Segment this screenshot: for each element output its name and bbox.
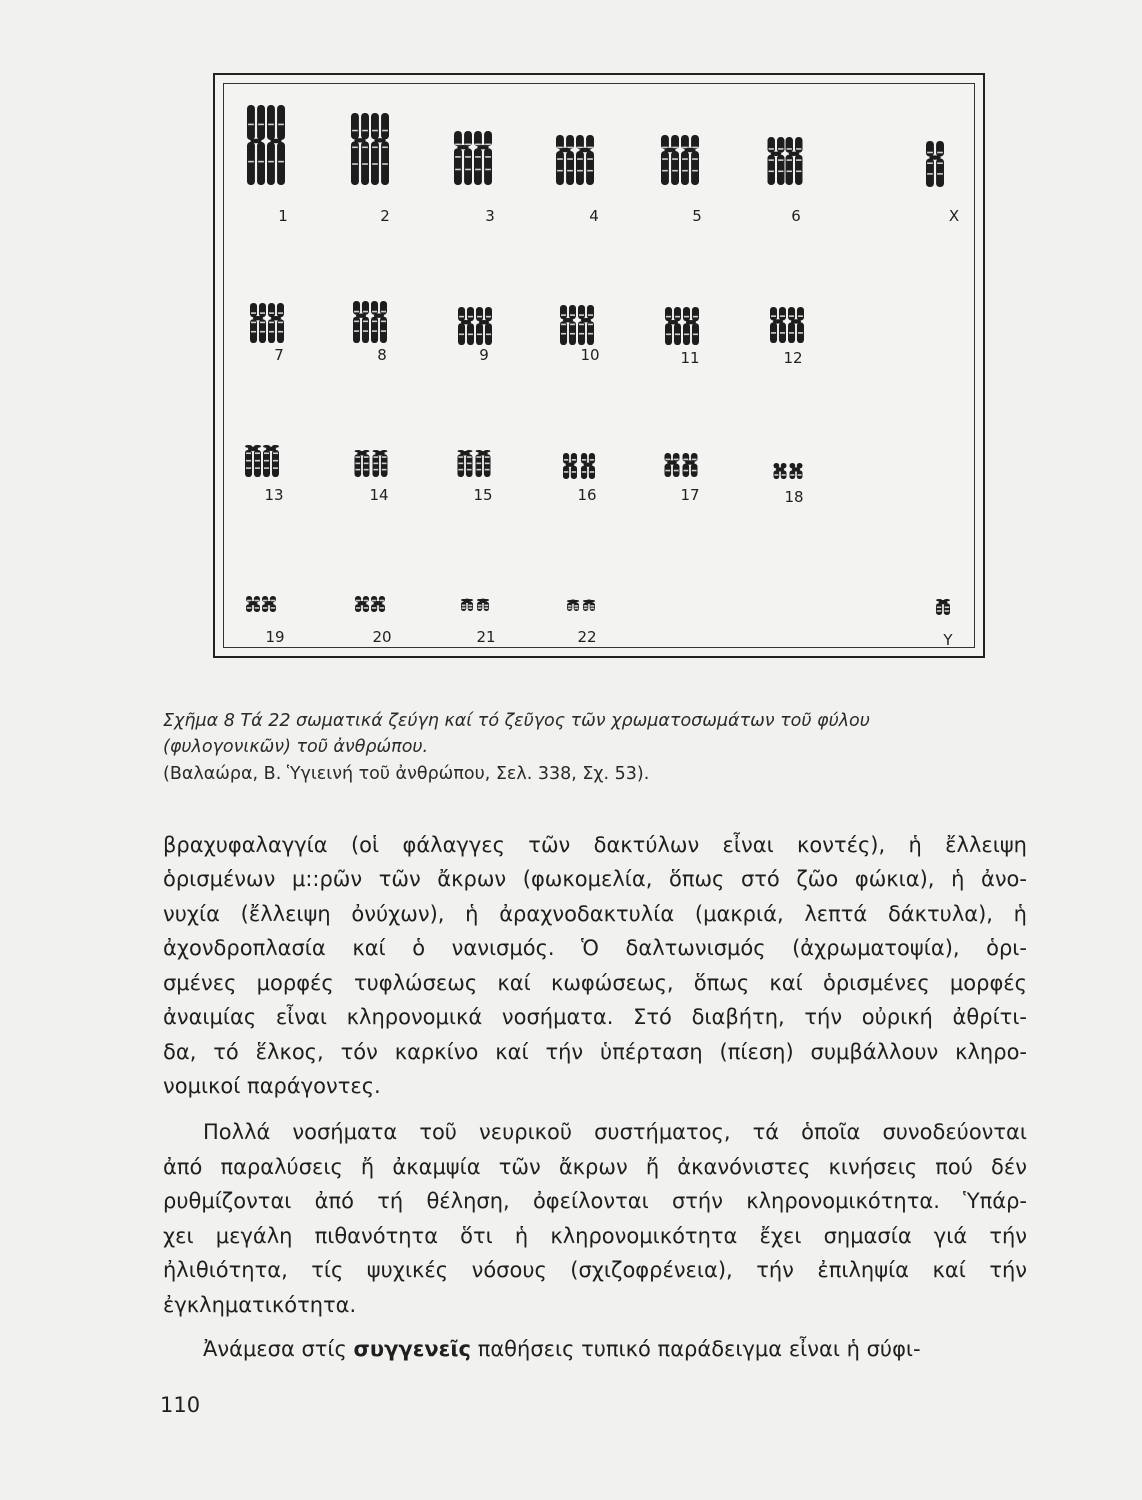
text-line: ἀναιμίας εἶναι κληρονομικά νοσήματα. Στό διαβήτη, τήν οὐρική ἀθρίτι- bbox=[163, 1005, 1027, 1029]
chromosome bbox=[373, 450, 388, 477]
chromosome bbox=[681, 135, 699, 185]
pair-label-17: 17 bbox=[680, 486, 700, 504]
pair-label-7: 7 bbox=[274, 346, 284, 364]
pair-label-5: 5 bbox=[692, 207, 702, 225]
pair-label-13: 13 bbox=[264, 486, 284, 504]
chromosome bbox=[683, 453, 698, 477]
chromosome bbox=[665, 307, 681, 345]
text-line: ἀχονδροπλασία καί ὁ νανισμός. Ὁ δαλτωνισμός (ἀχρωματοψία), ὁρι- bbox=[163, 936, 1027, 960]
chromosome bbox=[458, 307, 474, 345]
text-line: βραχυφαλαγγία (οἱ φάλαγγες τῶν δακτύλων εἶναι κοντές), ἡ ἔλλειψη bbox=[163, 833, 1027, 857]
chromosome bbox=[786, 137, 803, 185]
chromosome bbox=[355, 596, 369, 612]
pair-label-2: 2 bbox=[380, 207, 390, 225]
pair-label-1: 1 bbox=[278, 207, 288, 225]
chromosome bbox=[263, 445, 279, 477]
chromosome bbox=[576, 135, 594, 185]
chromosome bbox=[371, 113, 389, 185]
chromosome bbox=[371, 301, 387, 343]
text-line: ἠλιθιότητα, τίς ψυχικές νόσους (σχιζοφρένεια), τήν ἐπιληψία καί τήν bbox=[163, 1258, 1027, 1282]
chromosome bbox=[788, 307, 804, 343]
bold-term: συγγενεῖς bbox=[353, 1337, 472, 1361]
chromosome bbox=[683, 307, 699, 345]
pair-label-15: 15 bbox=[473, 486, 493, 504]
figure-caption-line-1: Σχῆμα 8 Τά 22 σωματικά ζεύγη καί τό ζεῦγος τῶν χρωματοσωμάτων τοῦ φύλου bbox=[163, 711, 870, 731]
chromosome bbox=[245, 445, 261, 477]
text-line: ἐγκληματικότητα. bbox=[163, 1293, 357, 1317]
chromosome bbox=[247, 105, 265, 185]
chromosome bbox=[560, 305, 576, 345]
text-line: ἀπό παραλύσεις ἤ ἀκαμψία τῶν ἄκρων ἤ ἀκανόνιστες κινήσεις πού δέν bbox=[163, 1155, 1027, 1179]
chromosome bbox=[353, 301, 369, 343]
text-line: ὁρισμένων μ::ρῶν τῶν ἄκρων (φωκομελία, ὅπως στό ζῶο φώκια), ἡ ἀνο- bbox=[163, 867, 1027, 891]
chromosome bbox=[665, 453, 680, 477]
pair-label-18: 18 bbox=[784, 488, 804, 506]
chromosome bbox=[476, 450, 491, 477]
text-line: νυχία (ἔλλειψη ὀνύχων), ἡ ἀραχνοδακτυλία (μακριά, λεπτά δάκτυλα), ἡ bbox=[163, 902, 1027, 926]
chromosome bbox=[461, 599, 473, 611]
pair-label-19: 19 bbox=[265, 628, 285, 646]
pair-label-10: 10 bbox=[580, 346, 600, 364]
chromosome bbox=[926, 141, 944, 187]
chromosome bbox=[458, 450, 473, 477]
pair-label-12: 12 bbox=[783, 349, 803, 367]
pair-label-4: 4 bbox=[589, 207, 599, 225]
chromosome bbox=[262, 596, 276, 612]
figure-source-line: (Βαλαώρα, Β. Ὑγιεινή τοῦ ἀνθρώπου, Σελ. 338, Σχ. 53). bbox=[163, 764, 650, 784]
pair-label-8: 8 bbox=[377, 346, 387, 364]
pair-labels bbox=[264, 207, 959, 649]
chromosome bbox=[567, 599, 579, 611]
chromosome bbox=[246, 596, 260, 612]
chromosome bbox=[578, 305, 594, 345]
chromosome bbox=[476, 307, 492, 345]
chromosome bbox=[267, 105, 285, 185]
text-line bbox=[203, 1333, 1027, 1365]
chromosome bbox=[563, 453, 577, 479]
karyotype-diagram bbox=[215, 75, 987, 660]
chromosome bbox=[583, 599, 595, 611]
chromosome bbox=[477, 599, 489, 611]
chromosome bbox=[936, 599, 950, 615]
text-line: χει μεγάλη πιθανότητα ὅτι ἡ κληρονομικότητα ἔχει σημασία γιά τήν bbox=[163, 1224, 1027, 1248]
pair-label-22: 22 bbox=[577, 628, 597, 646]
chromosome bbox=[581, 453, 595, 479]
chromosome bbox=[790, 463, 803, 479]
pair-label-20: 20 bbox=[372, 628, 392, 646]
chromosome bbox=[768, 137, 785, 185]
chromosome bbox=[454, 131, 472, 185]
chromosome bbox=[556, 135, 574, 185]
text-span: Ἀνάμεσα στίς bbox=[203, 1337, 354, 1361]
karyotype-figure bbox=[213, 73, 985, 658]
text-line: Πολλά νοσήματα τοῦ νευρικοῦ συστήματος, τά ὁποῖα συνοδεύονται bbox=[203, 1120, 1027, 1144]
page-number: 110 bbox=[160, 1393, 201, 1417]
pair-label-16: 16 bbox=[577, 486, 597, 504]
pair-label-3: 3 bbox=[485, 207, 495, 225]
pair-label-y: Y bbox=[943, 631, 953, 649]
pair-label-11: 11 bbox=[680, 349, 700, 367]
figure-caption-line-2: (φυλογονικῶν) τοῦ ἀνθρώπου. bbox=[163, 737, 429, 757]
text-line: νομικοί παράγοντες. bbox=[163, 1074, 381, 1098]
chromosome bbox=[250, 303, 266, 343]
pair-label-21: 21 bbox=[476, 628, 496, 646]
pair-label-x: X bbox=[948, 207, 960, 225]
text-span: παθήσεις τυπικό παράδειγμα εἶναι ἡ σύφι- bbox=[471, 1337, 921, 1361]
pair-label-6: 6 bbox=[791, 207, 801, 225]
chromosome bbox=[770, 307, 786, 343]
chromosome bbox=[661, 135, 679, 185]
chromosome bbox=[774, 463, 787, 479]
chromosome bbox=[371, 596, 385, 612]
chromosome bbox=[355, 450, 370, 477]
text-line: ρυθμίζονται ἀπό τή θέληση, ὀφείλονται στήν κληρονομικότητα. Ὑπάρ- bbox=[163, 1189, 1027, 1213]
text-line: δα, τό ἕλκος, τόν καρκίνο καί τήν ὑπέρταση (πίεση) συμβάλλουν κληρο- bbox=[163, 1040, 1027, 1064]
chromosome bbox=[474, 131, 492, 185]
pair-label-9: 9 bbox=[479, 346, 489, 364]
chromosome bbox=[351, 113, 369, 185]
pair-label-14: 14 bbox=[369, 486, 389, 504]
text-line: σμένες μορφές τυφλώσεως καί κωφώσεως, ὅπως καί ὁρισμένες μορφές bbox=[163, 971, 1027, 995]
chromosome bbox=[268, 303, 284, 343]
